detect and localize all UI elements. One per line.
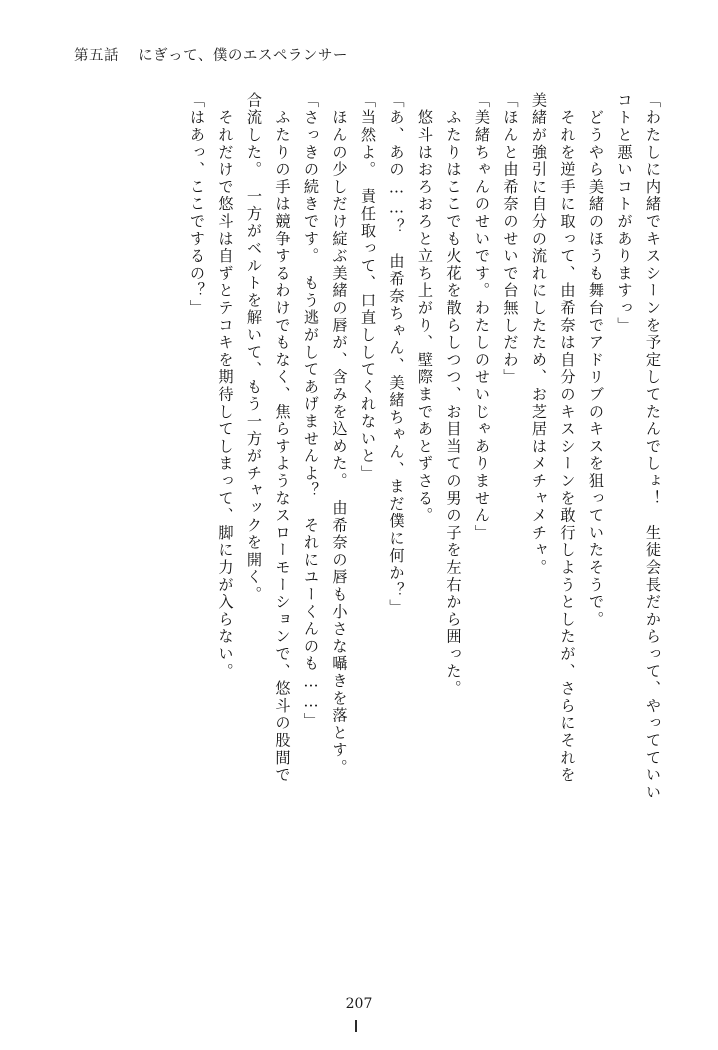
text-line: それを逆手に取って、由希奈は自分のキスシーンを敢行しようとしたが、さらにそれを (558, 92, 577, 784)
text-line: 「わたしに内緒でキスシーンを予定してたんでしょ！ 生徒会長だからって、やってていい (644, 92, 662, 802)
text-line: 「あ、あの……？ 由希奈ちゃん、美緒ちゃん、まだ僕に何か？」 (387, 92, 406, 617)
text-line: 悠斗はおろおろと立ち上がり、壁際まであとずさる。 (416, 92, 434, 525)
text-line: どうやら美緒のほうも舞台でアドリブのキスを狙っていたそうで。 (587, 92, 605, 629)
text-line: 「さっきの続きです。 もう逃がしてあげませんよ？ それにユーくんのも……」 (302, 92, 320, 731)
text-line: ほんの少しだけ綻ぶ美緒の唇が、含みを込めた。 由希奈の唇も小さな囁きを落とす。 (330, 92, 349, 777)
vertical-text-body (60, 92, 660, 972)
text-line: 「美緒ちゃんのせいです。わたしのせいじゃありません」 (473, 92, 491, 542)
text-line: それだけで悠斗は自ずとテコキを期待してしまって、脚に力が入らない。 (216, 92, 235, 681)
chapter-title: にぎって、僕のエスペランサー (138, 48, 348, 64)
chapter-number: 第五話 (74, 48, 119, 64)
text-line: 「はあっ、ここでするの？」 (188, 92, 206, 317)
page-number: 207 (345, 996, 373, 1012)
text-line: ふたりの手は競争するわけでもなく、焦らすようなスローモーションで、悠斗の股間で (273, 92, 292, 784)
text-line: 「当然よ。 責任取って、口直ししてくれないと」 (359, 92, 377, 483)
text-line: 「ほんと由希奈のせいで台無しだわ」 (501, 92, 520, 387)
text-line: コトと悪いコトがありますっ」 (615, 92, 634, 335)
text-line: 美緒が強引に自分の流れにしたため、お芝居はメチャメチャ。 (530, 92, 548, 577)
text-line: 合流した。 一方がベルトを解いて、もう一方がチャックを開く。 (245, 92, 263, 604)
page-tick-mark (355, 1020, 357, 1032)
text-line: ふたりはここでも火花を散らしつつ、お目当ての男の子を左右から囲った。 (444, 92, 463, 698)
running-header (74, 44, 348, 65)
